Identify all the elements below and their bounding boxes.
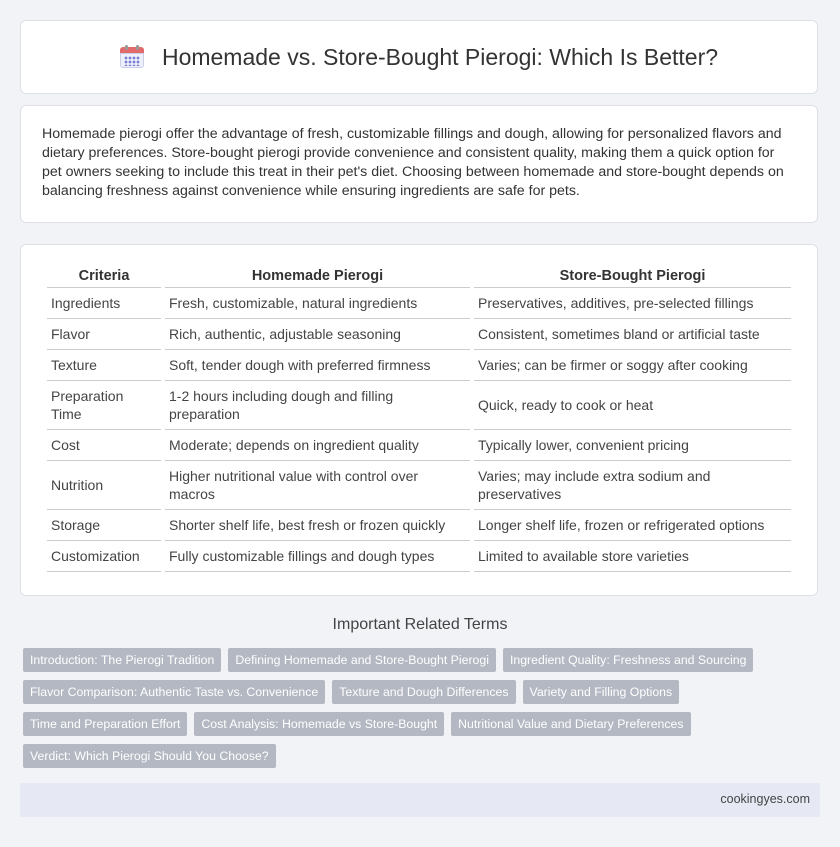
related-term-tag[interactable]: Time and Preparation Effort (23, 712, 187, 736)
table-cell: Varies; may include extra sodium and preservatives (474, 461, 791, 510)
table-row (47, 288, 791, 319)
related-term-tag[interactable]: Cost Analysis: Homemade vs Store-Bought (194, 712, 444, 736)
table-cell: Typically lower, convenient pricing (474, 430, 791, 461)
page-title: Homemade vs. Store-Bought Pierogi: Which Is Better? (161, 43, 719, 70)
table-header-row (47, 263, 791, 288)
related-term-tag[interactable]: Ingredient Quality: Freshness and Sourcing (503, 648, 754, 672)
table-cell: Varies; can be firmer or soggy after cooking (474, 350, 791, 381)
table-cell: Fresh, customizable, natural ingredients (165, 288, 470, 319)
table-cell: Texture (47, 350, 161, 381)
table-cell: Rich, authentic, adjustable seasoning (165, 319, 470, 350)
comparison-table (43, 263, 795, 572)
table-cell: Preservatives, additives, pre-selected fillings (474, 288, 791, 319)
table-cell: Cost (47, 430, 161, 461)
table-cell: Customization (47, 541, 161, 572)
related-term-tag[interactable]: Texture and Dough Differences (332, 680, 515, 704)
calendar-icon (120, 45, 144, 69)
table-cell: Nutrition (47, 461, 161, 510)
table-cell: Fully customizable fillings and dough types (165, 541, 470, 572)
table-cell: Shorter shelf life, best fresh or frozen quickly (165, 510, 470, 541)
table-cell: Flavor (47, 319, 161, 350)
related-term-tag[interactable]: Defining Homemade and Store-Bought Pierogi (228, 648, 496, 672)
table-cell: Preparation Time (47, 381, 161, 430)
table-cell: Consistent, sometimes bland or artificial taste (474, 319, 791, 350)
intro-card (20, 105, 818, 223)
column-header: Criteria (47, 263, 161, 288)
related-term-tag[interactable]: Variety and Filling Options (523, 680, 680, 704)
related-term-tag[interactable]: Flavor Comparison: Authentic Taste vs. Convenience (23, 680, 325, 704)
table-row (47, 350, 791, 381)
table-cell: Quick, ready to cook or heat (474, 381, 791, 430)
site-name[interactable]: cookingyes.com (720, 792, 810, 806)
table-cell: Ingredients (47, 288, 161, 319)
table-row (47, 430, 791, 461)
table-cell: Higher nutritional value with control over macros (165, 461, 470, 510)
column-header: Homemade Pierogi (165, 263, 470, 288)
table-row (47, 319, 791, 350)
table-cell: Storage (47, 510, 161, 541)
table-cell: Limited to available store varieties (474, 541, 791, 572)
related-term-tag[interactable]: Nutritional Value and Dietary Preferences (451, 712, 690, 736)
related-terms-list (23, 648, 813, 768)
footer (20, 783, 820, 817)
table-row (47, 510, 791, 541)
related-terms-heading: Important Related Terms (332, 616, 508, 633)
table-cell: Soft, tender dough with preferred firmness (165, 350, 470, 381)
intro-text: Homemade pierogi offer the advantage of fresh, customizable fillings and dough, allowing for personalized flavors and dietary preferences. Store-bought pierogi provide convenience and consistent quality, making them a quick option for pet owners seeking to include this treat in their pet's diet. Choosing between homemade and store-bought depends on balancing freshness against convenience while ensuring ingredients are safe for pets. (42, 126, 784, 199)
table-cell: Moderate; depends on ingredient quality (165, 430, 470, 461)
table-row (47, 381, 791, 430)
title-card (20, 20, 818, 94)
related-term-tag[interactable]: Introduction: The Pierogi Tradition (23, 648, 221, 672)
column-header: Store-Bought Pierogi (474, 263, 791, 288)
table-row (47, 541, 791, 572)
related-term-tag[interactable]: Verdict: Which Pierogi Should You Choose? (23, 744, 276, 768)
table-cell: 1-2 hours including dough and filling preparation (165, 381, 470, 430)
table-cell: Longer shelf life, frozen or refrigerated options (474, 510, 791, 541)
comparison-card (20, 244, 818, 596)
table-row (47, 461, 791, 510)
